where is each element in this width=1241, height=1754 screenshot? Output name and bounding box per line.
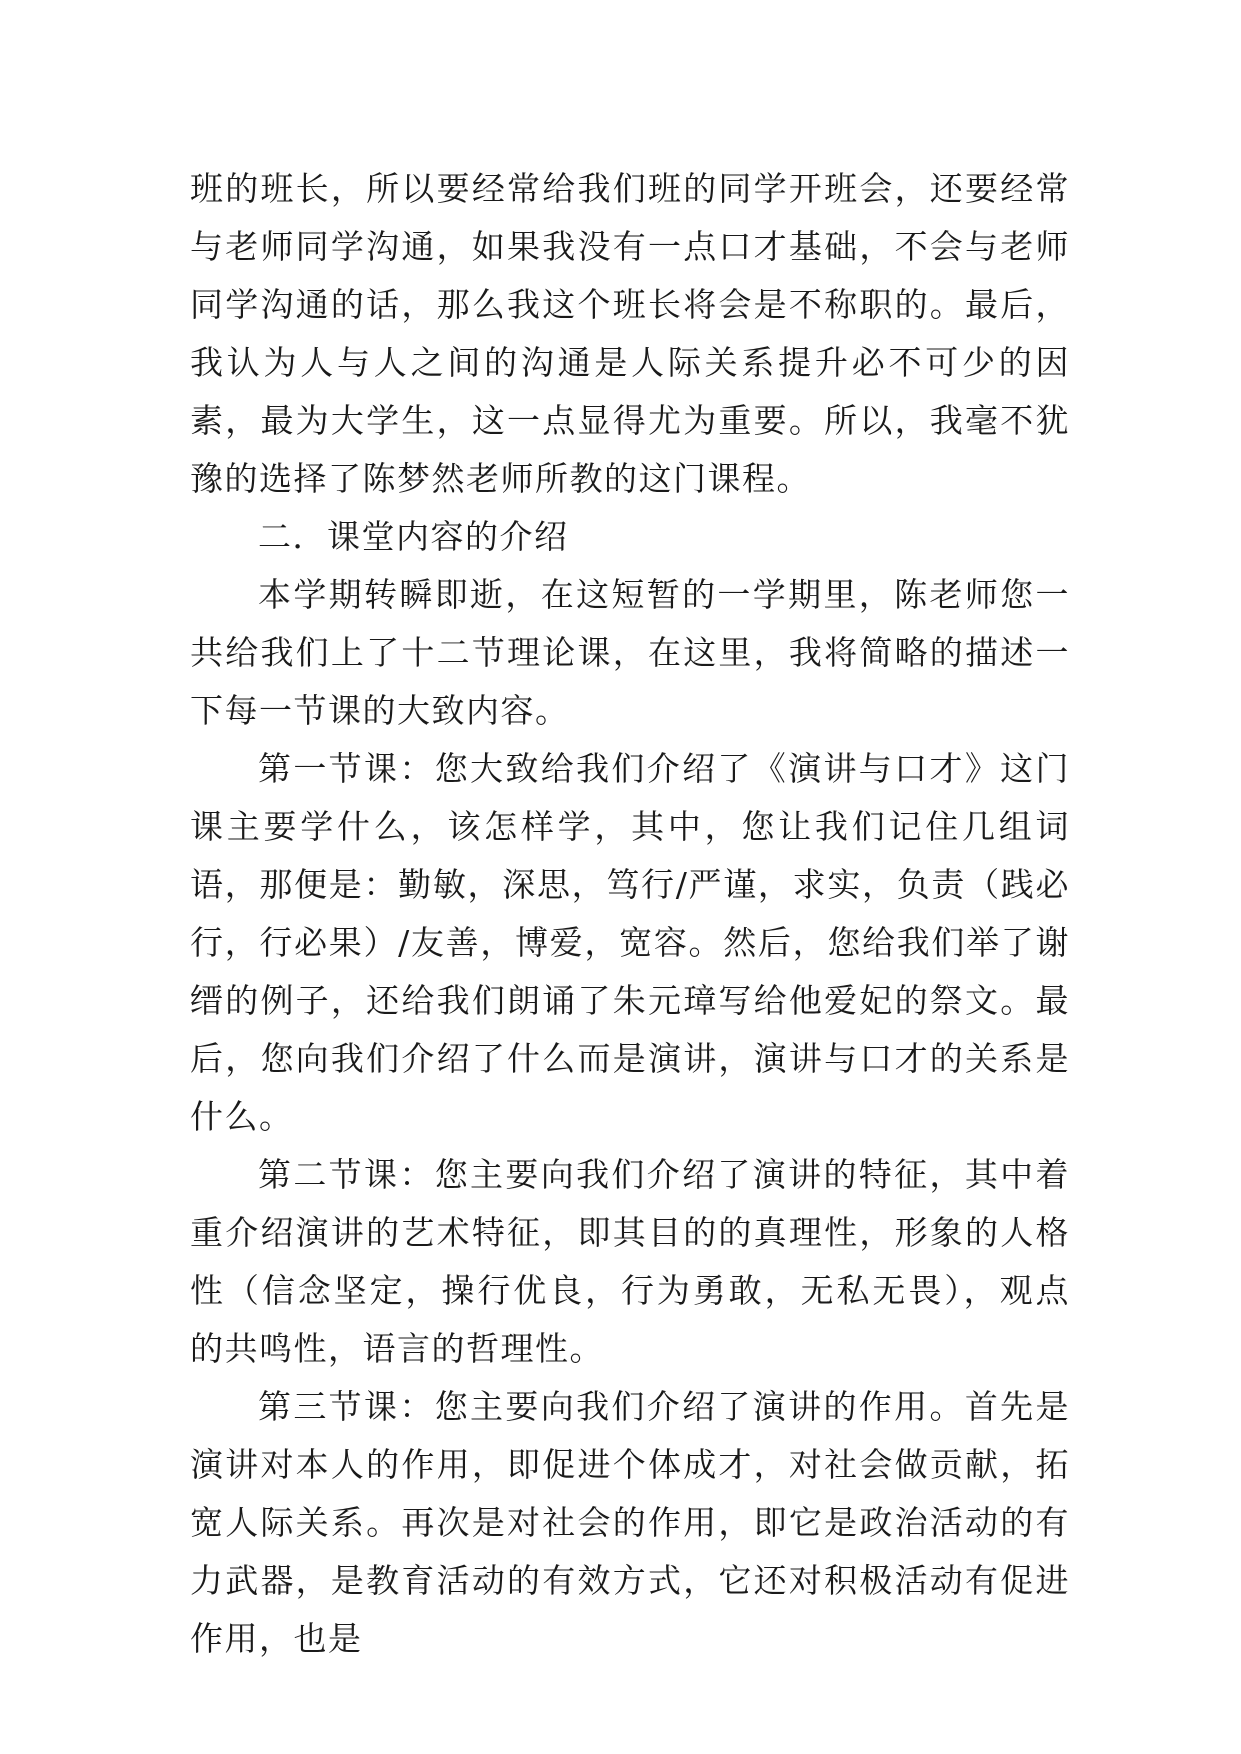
section-heading: 二．课堂内容的介绍: [258, 517, 569, 556]
paragraph-continuation: 班的班长，所以要经常给我们班的同学开班会，还要经常与老师同学沟通，如果我没有一点口才基础，不会与老师同学沟通的话，那么我这个班长将会是不称职的。最后，我认为人与人之间的沟通是人际关系提升必不可少的因素，最为大学生，这一点显得尤为重要。所以，我毫不犹豫的选择了陈梦然老师所教的这门课程。: [190, 169, 1070, 498]
paragraph-lesson-one: 第一节课：您大致给我们介绍了《演讲与口才》这门课主要学什么，该怎样学，其中，您让我们记住几组词语，那便是：勤敏，深思，笃行/严谨，求实，负责（践必行，行必果）/友善，博爱，宽容。然后，您给我们举了谢缙的例子，还给我们朗诵了朱元璋写给他爱妃的祭文。最后，您向我们介绍了什么而是演讲，演讲与口才的关系是什么。: [190, 749, 1070, 1136]
document-page: [190, 160, 1070, 1668]
paragraph-intro: 本学期转瞬即逝，在这短暂的一学期里，陈老师您一共给我们上了十二节理论课，在这里，我将简略的描述一下每一节课的大致内容。: [190, 575, 1070, 730]
paragraph-lesson-two: 第二节课：您主要向我们介绍了演讲的特征，其中着重介绍演讲的艺术特征，即其目的的真理性，形象的人格性（信念坚定，操行优良，行为勇敢，无私无畏），观点的共鸣性，语言的哲理性。: [190, 1155, 1070, 1368]
paragraph-lesson-three: 第三节课：您主要向我们介绍了演讲的作用。首先是演讲对本人的作用，即促进个体成才，对社会做贡献，拓宽人际关系。再次是对社会的作用，即它是政治活动的有力武器，是教育活动的有效方式，它还对积极活动有促进作用，也是: [190, 1387, 1070, 1658]
